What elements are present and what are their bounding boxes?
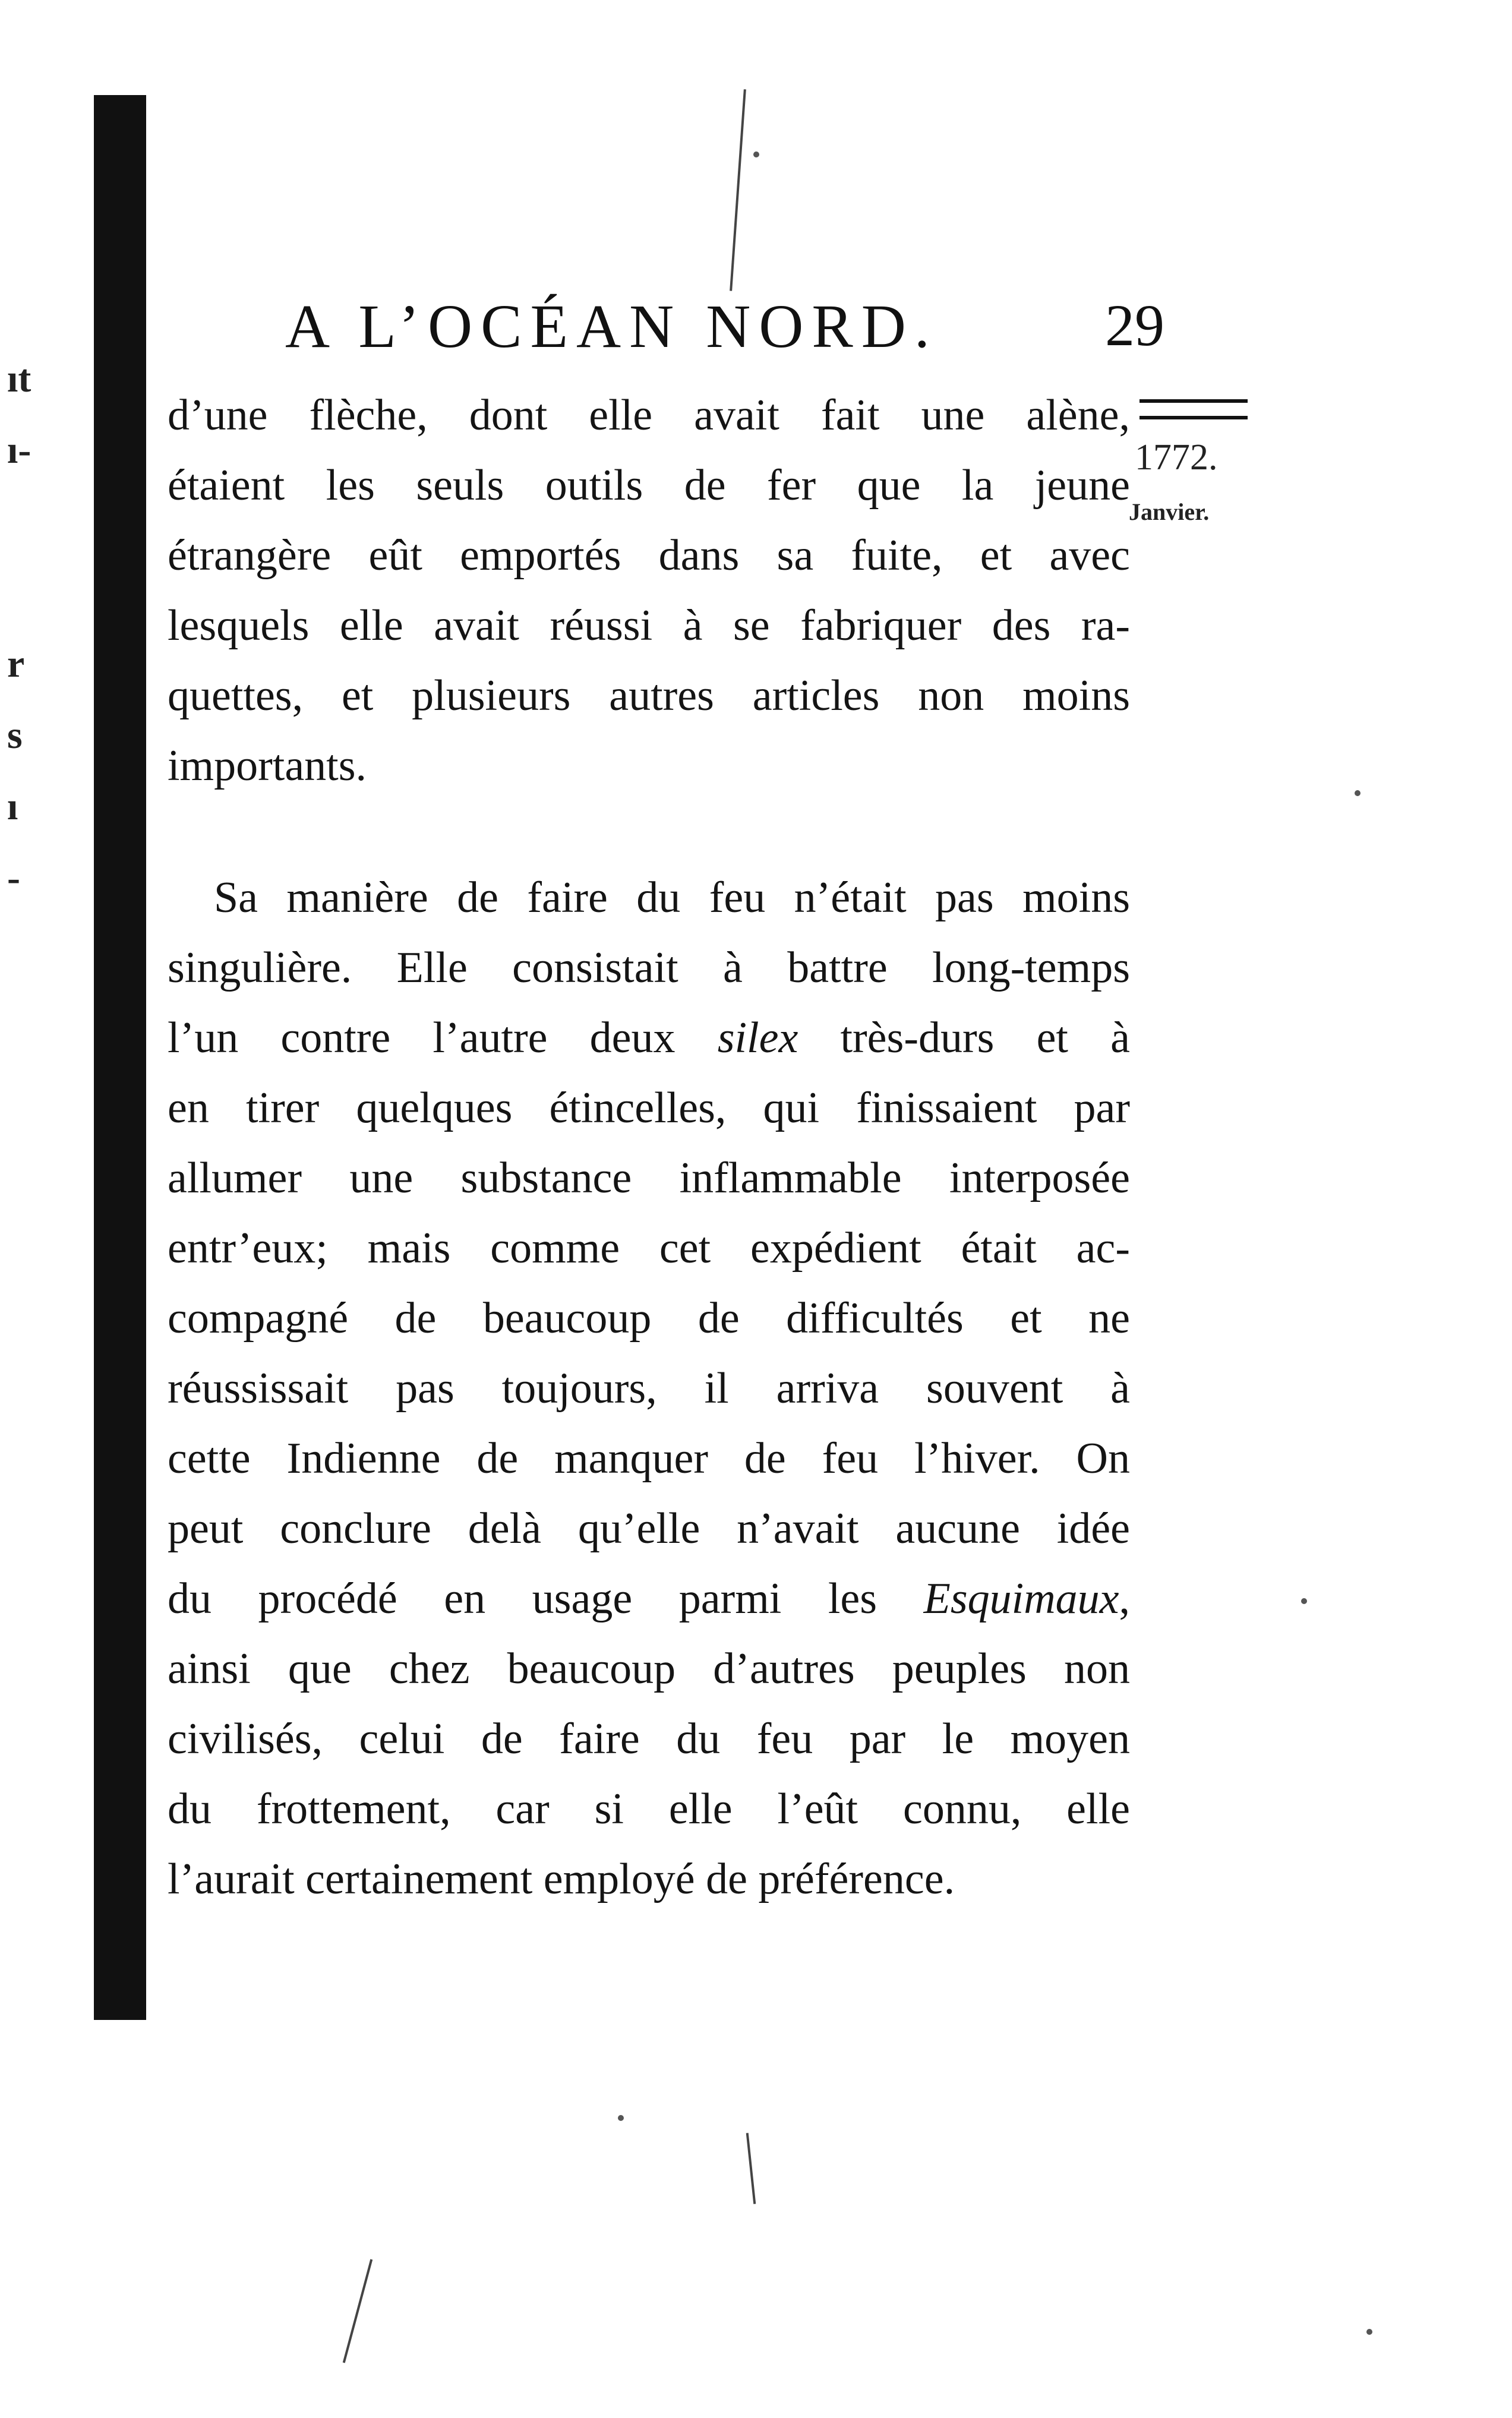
- text-line: l’un contre l’autre deux silex très-durs et à: [168, 1014, 1130, 1062]
- year-double-rule: [1139, 399, 1248, 419]
- text-line: civilisés, celui de faire du feu par le moyen: [168, 1715, 1130, 1763]
- running-header: [285, 291, 1164, 362]
- page-number: 29: [1105, 292, 1164, 358]
- text-line: cette Indienne de manquer de feu l’hiver. On: [168, 1434, 1130, 1483]
- scan-speck: [753, 151, 759, 157]
- text-line: importants.: [168, 741, 367, 790]
- margin-fragment: ıt: [7, 357, 31, 400]
- scan-speck: [1301, 1598, 1307, 1604]
- scan-stroke: [730, 89, 746, 291]
- left-margin-fragments: [0, 356, 65, 1069]
- margin-fragment: s: [7, 714, 23, 757]
- text-line: du procédé en usage parmi les Esquimaux,: [168, 1574, 1130, 1623]
- text-line: du frottement, car si elle l’eût connu, elle: [168, 1785, 1130, 1833]
- scan-speck: [618, 2115, 624, 2121]
- margin-month: Janvier.: [1129, 498, 1210, 525]
- text-line: peut conclure delà qu’elle n’avait aucune idée: [168, 1504, 1130, 1553]
- text-line: étrangère eût emportés dans sa fuite, et avec: [168, 531, 1130, 580]
- text-line: en tirer quelques étincelles, qui finissaient par: [168, 1084, 1130, 1132]
- paragraph-2: [168, 863, 1130, 1914]
- text-line: quettes, et plusieurs autres articles non moins: [168, 671, 1130, 720]
- text-line: l’aurait certainement employé de préférence.: [168, 1855, 955, 1904]
- paragraph-1: [168, 380, 1130, 801]
- text-line: étaient les seuls outils de fer que la jeune: [168, 461, 1130, 510]
- text-line: allumer une substance inflammable interposée: [168, 1154, 1130, 1202]
- text-line: d’une flèche, dont elle avait fait une alène,: [168, 391, 1130, 440]
- margin-fragment: ı: [7, 785, 18, 828]
- margin-fragment: ı-: [7, 428, 31, 472]
- margin-fragment: -: [7, 856, 20, 899]
- scan-speck: [1355, 790, 1361, 796]
- margin-fragment: r: [7, 642, 25, 686]
- running-head-title: A L’OCÉAN NORD.: [285, 292, 938, 361]
- scan-speck: [1366, 2329, 1372, 2335]
- scan-edge-bar: [94, 95, 146, 2020]
- text-line: entr’eux; mais comme cet expédient était ac-: [168, 1224, 1130, 1273]
- margin-year: 1772.: [1135, 437, 1218, 478]
- text-line: Sa manière de faire du feu n’était pas moins: [214, 873, 1130, 922]
- text-line: ainsi que chez beaucoup d’autres peuples non: [168, 1644, 1130, 1693]
- scan-stroke: [746, 2133, 756, 2204]
- text-line: lesquels elle avait réussi à se fabriquer des ra-: [168, 601, 1130, 650]
- text-line: compagné de beaucoup de difficultés et ne: [168, 1294, 1130, 1343]
- scan-stroke: [343, 2259, 373, 2363]
- text-line: singulière. Elle consistait à battre long-temps: [168, 943, 1130, 992]
- text-line: réussissait pas toujours, il arriva souvent à: [168, 1364, 1130, 1413]
